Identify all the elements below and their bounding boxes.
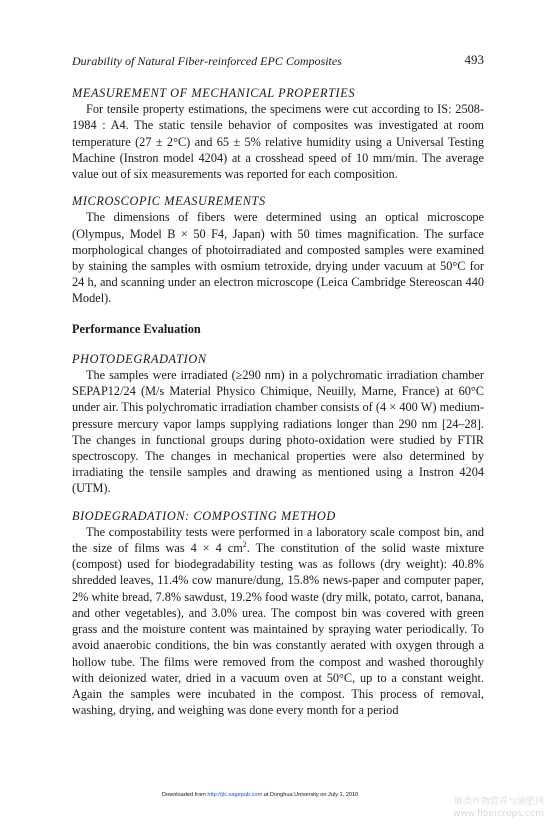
- page-number: 493: [464, 52, 484, 67]
- watermark-line-2: www.fibercrops.com: [453, 809, 544, 819]
- biodegradation-text-end: . The constitution of the solid waste mixture (compost) used for biodegradability testing was as follows (dry weight): 40.8% shredded leaves, 11.4% cow manure/dung, 15.8% news-paper and computer paper, 2% white bread, 7.8% sawdust, 19.2% food waste (dry milk, potato, carrot, banana, and other vegetables), and 3.0% urea. The compost bin was covered with green grass and the moisture content was maintained by spraying water periodically. To avoid anaerobic conditions, the bin was constantly aerated with oxygen through a hollow tube. The films were removed from the compost and washed thoroughly with deionized water, dried in a vacuum oven at 50°C, up to a constant weight. Again the samples were incubated in the compost. This process of removal, washing, drying, and weighing was done every month for a period: [72, 541, 484, 718]
- section-heading-photodegradation: PHOTODEGRADATION: [72, 351, 207, 366]
- section-heading-microscopic: MICROSCOPIC MEASUREMENTS: [72, 194, 266, 209]
- paragraph-mechanical: For tensile property estimations, the specimens were cut according to IS: 2508-1984 : A4. The static tensile behavior of composites was investigated at room temperature (27 ± 2°C) and 65 ± 5% relative humidity using a Universal Testing Machine (Instron model 4204) at a crosshead speed of 10 mm/min. The average value out of six measurements was reported for each composition.: [72, 102, 484, 182]
- footer-link[interactable]: http://jtc.sagepub.com: [207, 792, 263, 798]
- section-heading-performance: Performance Evaluation: [72, 321, 201, 336]
- download-footer: [162, 792, 358, 799]
- section-heading-biodegradation: BIODEGRADATION: COMPOSTING METHOD: [72, 508, 336, 523]
- superscript-two: 2: [242, 539, 247, 549]
- section-heading-mechanical: MEASUREMENT OF MECHANICAL PROPERTIES: [72, 86, 356, 100]
- paragraph-microscopic: The dimensions of fibers were determined using an optical microscope (Olympus, Model B × 50 F4, Japan) with 50 times magnification. The surface morphological changes of photoirradiated and composted samples were examined by staining the samples with osmium tetroxide, drying under vacuum at 50°C for 24 h, and scanning under an electron microscope (Leica Cambridge Stereoscan 440 Model).: [72, 210, 484, 306]
- watermark: [453, 796, 544, 820]
- paragraph-photodegradation: The samples were irradiated (≥290 nm) in a polychromatic irradiation chamber SEPAP12/24 (M/s Material Physico Chimique, Neuilly, Marne, France) at 60°C under air. This polychromatic irradiation chamber consists of (4 × 400 W) medium-pressure mercury vapor lamps supplying radiations longer than 290 nm [24–28]. The changes in functional groups during photo-oxidation were studied by FTIR spectroscopy. The changes in mechanical properties were also determined by irradiating the tensile samples and drawing as mentioned using a Instron 4204 (UTM).: [72, 368, 484, 496]
- running-title: Durability of Natural Fiber-reinforced EPC Composites: [72, 54, 342, 68]
- biodegradation-text-start: The compostability tests were performed in a laboratory scale compost bin, and the size of films was 4 × 4 cm: [72, 524, 484, 556]
- article-body: [72, 85, 484, 718]
- watermark-line-1: 麻类作物营养与施肥网: [453, 797, 544, 807]
- footer-suffix: at Donghua University on July 1, 2010: [262, 792, 359, 798]
- paragraph-biodegradation: [72, 524, 484, 718]
- footer-prefix: Downloaded from: [162, 792, 208, 798]
